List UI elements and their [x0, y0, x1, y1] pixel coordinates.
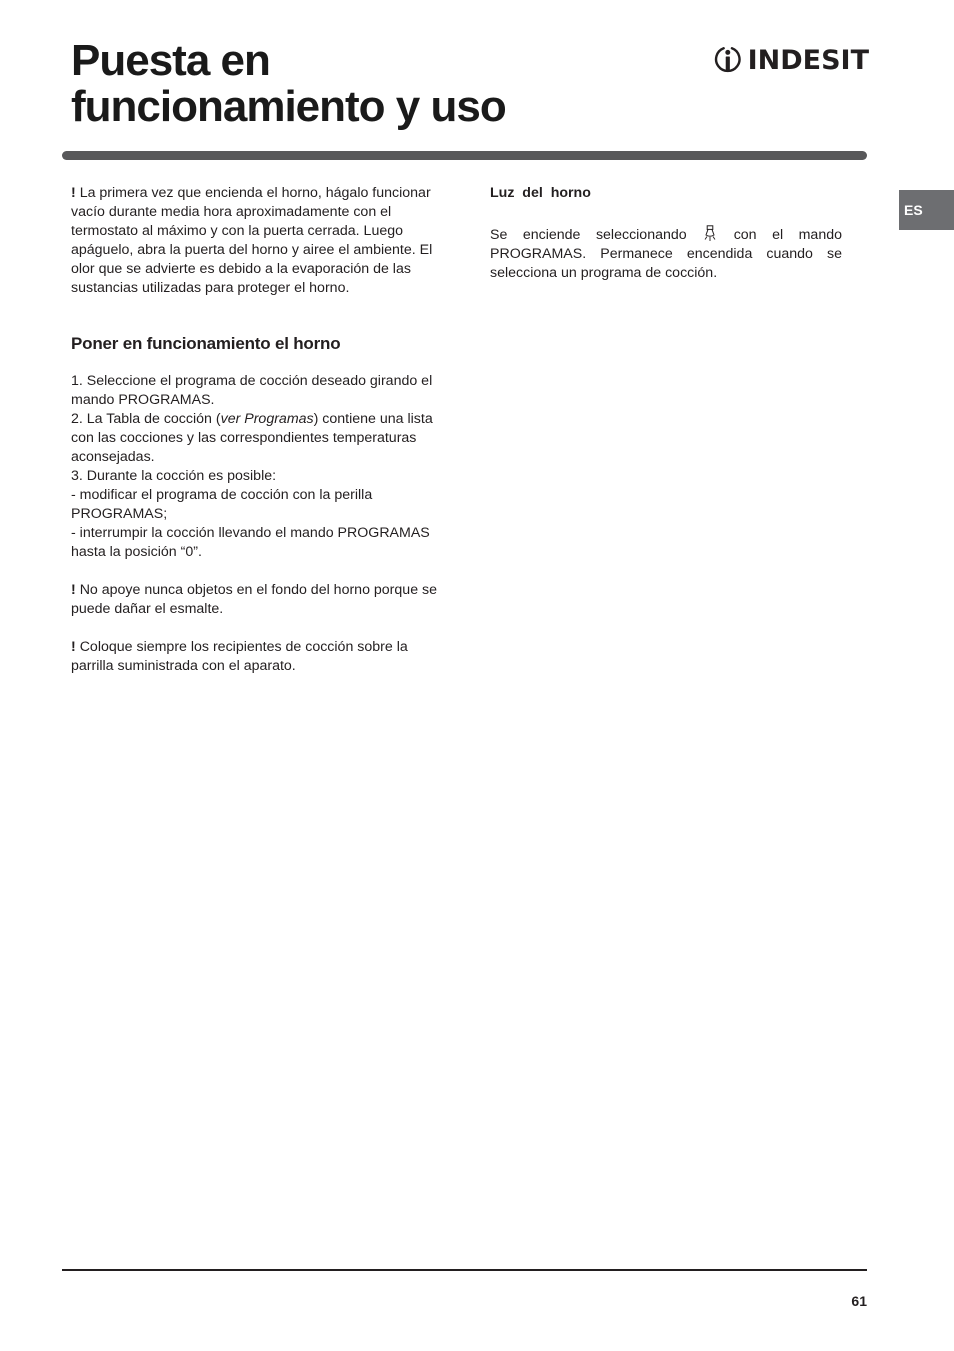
left-column — [71, 184, 446, 676]
section-title-oven-light: Luz del horno — [490, 185, 591, 201]
page-title-line-1: Puesta en — [71, 36, 270, 85]
oven-light-text-after: con el mando PROGRAMAS. Permanece encendida cuando se selecciona un programa de cocción. — [490, 227, 842, 281]
footer-rule — [62, 1269, 867, 1271]
step-3-option-a: - modificar el programa de cocción con la perilla PROGRAMAS; — [71, 487, 373, 522]
step-3-option-b: - interrumpir la cocción llevando el mando PROGRAMAS hasta la posición “0”. — [71, 525, 430, 560]
steps-block — [71, 372, 446, 562]
oven-light-text-before: Se enciende seleccionando — [490, 227, 687, 243]
brand-name: INDESIT — [747, 44, 869, 76]
header-rule — [62, 151, 867, 160]
intro-paragraph — [71, 184, 446, 298]
brand-logo — [714, 38, 869, 82]
warning-mark: ! — [71, 582, 76, 598]
page-title — [71, 38, 631, 130]
page-title-line-2: funcionamiento y uso — [71, 82, 506, 131]
page-number: 61 — [851, 1293, 867, 1309]
warning-mark: ! — [71, 185, 76, 201]
oven-light-paragraph — [490, 225, 842, 283]
step-1: 1. Seleccione el programa de cocción deseado girando el mando PROGRAMAS. — [71, 373, 433, 408]
step-2-italic: ver Programas — [220, 411, 314, 427]
intro-text: La primera vez que encienda el horno, hágalo funcionar vacío durante media hora aproximadamente con el termostato al máximo y con la puerta cerrada. Luego apáguelo, abra la puerta del horno y airee el ambiente. El olor que se advierte es debido a la evaporación de las sustancias utilizadas para proteger el horno. — [71, 185, 433, 296]
section-title-start-oven: Poner en funcionamiento el horno — [71, 334, 341, 353]
warning-paragraph-2 — [71, 638, 446, 676]
warning-text-2: Coloque siempre los recipientes de cocción sobre la parrilla suministrada con el aparato. — [71, 639, 408, 674]
step-2-text-before: 2. La Tabla de cocción ( — [71, 411, 221, 427]
step-2 — [71, 410, 446, 467]
brand-i-icon — [714, 39, 742, 81]
language-tab: ES — [899, 190, 954, 230]
oven-light-icon — [704, 225, 716, 242]
step-3: 3. Durante la cocción es posible: — [71, 468, 277, 484]
right-column — [490, 184, 842, 283]
warning-paragraph-1 — [71, 581, 446, 619]
step-2-text-after: ) contiene una lista con las cocciones y las correspondientes temperaturas aconsejadas. — [71, 411, 433, 465]
warning-text-1: No apoye nunca objetos en el fondo del horno porque se puede dañar el esmalte. — [71, 582, 438, 617]
warning-mark: ! — [71, 639, 76, 655]
